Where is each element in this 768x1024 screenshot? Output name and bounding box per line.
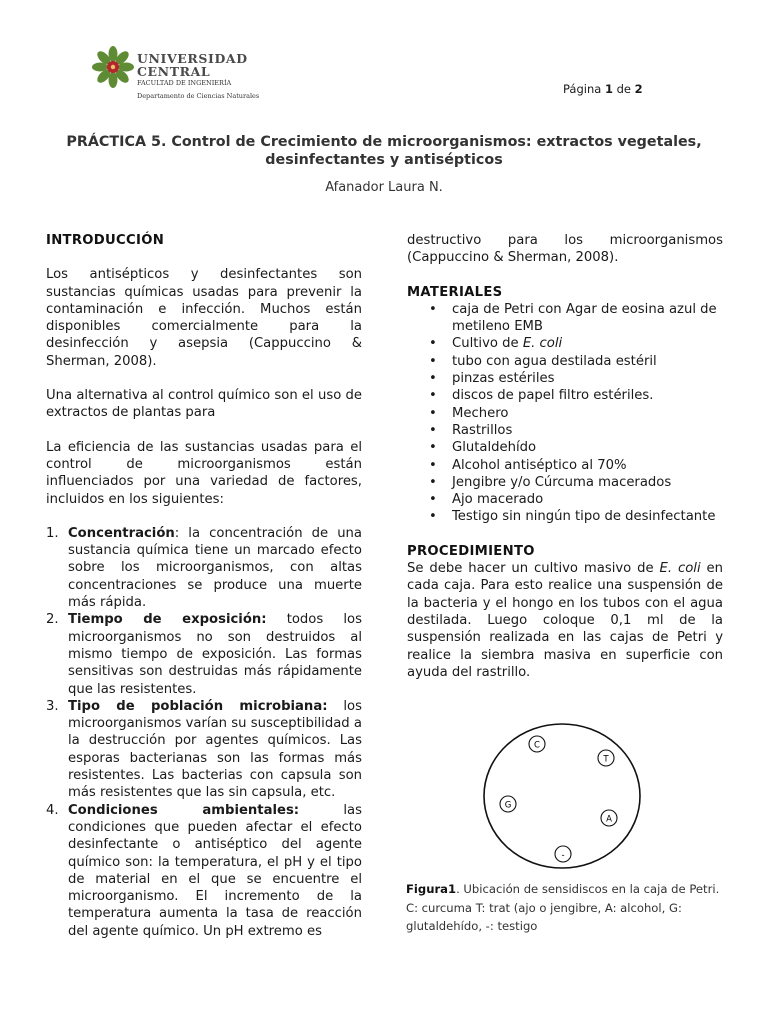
svg-text:-: - (561, 850, 565, 861)
logo-department: Departamento de Ciencias Naturales (137, 92, 260, 100)
flower-emblem-icon (92, 46, 134, 88)
caption-label: Figura1 (406, 882, 457, 896)
procedure-text (407, 560, 723, 681)
list-number: 1. (46, 525, 59, 541)
intro-paragraph-2: Una alternativa al control químico son el uso de extractos de plantas para (46, 388, 362, 421)
factor-text: : la concentración de una sustancia química tiene un marcado efecto sobre los microorganismos, con altas concentraciones se produce una muerte más rápida. (68, 525, 362, 611)
materials-heading: MATERIALES (407, 284, 503, 300)
factor-text: los microorganismos varían su susceptibilidad a la destrucción por agentes químicos. Las esporas bacterianas son las formas más resistentes. Las bacterias con capsula son más resistentes que las sin capsula, etc. (68, 698, 362, 801)
list-number: 3. (46, 698, 59, 714)
svg-text:C: C (534, 740, 540, 751)
factor-text: las condiciones que pueden afectar el efecto desinfectante o antiséptico del agente químico son: la temperatura, el pH y el tipo de material en el que se encuentre el microorganismo. El incremento de la temperatura aumenta la tasa de reacción del agente químico. Un pH extremo es (68, 802, 363, 939)
list-item (407, 335, 723, 352)
list-number: 4. (46, 802, 59, 818)
intro-paragraph-1: Los antisépticos y desinfectantes son sustancias químicas usadas para prevenir la contaminación e infección. Muchos están disponibles comercialmente para la desinfección y asepsia (Cappuccino & Sherman, 2008). (46, 267, 362, 369)
right-column (407, 232, 723, 681)
petri-dish-figure (482, 723, 646, 871)
factor-label: Condiciones ambientales: (68, 802, 300, 818)
list-item: • Jengibre y/o Cúrcuma macerados (407, 474, 723, 491)
svg-text:A: A (606, 814, 612, 825)
logo-faculty: FACULTAD DE INGENIERÍA (137, 79, 232, 87)
svg-text:G: G (504, 800, 512, 811)
page-total: 2 (634, 82, 643, 96)
page-mid: de (612, 82, 635, 96)
logo-university-name-2: CENTRAL (137, 64, 211, 79)
materials-list (407, 301, 723, 526)
material-species: E. coli (522, 336, 563, 352)
list-item (46, 611, 362, 697)
list-item: • Glutaldehído (407, 439, 723, 456)
disc-testigo (555, 846, 571, 862)
factors-list (46, 525, 362, 940)
list-item (46, 802, 362, 940)
factor-label: Tiempo de exposición: (68, 612, 267, 628)
left-column (46, 232, 362, 940)
factor-label: Tipo de población microbiana: (68, 698, 328, 714)
list-item (46, 525, 362, 611)
author: Afanador Laura N. (325, 180, 443, 195)
list-item: • pinzas estériles (407, 370, 723, 387)
procedure-heading: PROCEDIMIENTO (407, 543, 535, 559)
list-item: • Ajo macerado (407, 491, 723, 508)
logo-university-name: UNIVERSIDAD (137, 51, 248, 66)
intro-heading: INTRODUCCIÓN (46, 233, 165, 248)
page-current: 1 (604, 82, 613, 96)
intro-paragraph-3: La eficiencia de las sustancias usadas para el control de microorganismos están influenciados por una variedad de factores, incluidos en los siguientes: (46, 439, 362, 507)
disc-c (529, 736, 545, 752)
list-item: • Mechero (407, 405, 723, 422)
procedure-species: E. coli (659, 561, 701, 577)
material-text: Cultivo de (452, 336, 523, 352)
list-item: • Testigo sin ningún tipo de desinfectante (407, 508, 723, 525)
list-item (46, 698, 362, 802)
disc-t (598, 750, 614, 766)
factor-label: Concentración (68, 525, 175, 541)
svg-text:T: T (603, 754, 609, 765)
page-number (563, 82, 643, 96)
list-item: • caja de Petri con Agar de eosina azul de metileno EMB (407, 301, 723, 336)
figure-caption (406, 880, 724, 936)
disc-a (601, 810, 617, 826)
procedure-text-b: en cada caja. Para esto realice una suspensión de la bacteria y el hongo en los tubos con el agua destilada. Luego coloque 0,1 ml de la suspensión realizada en las cajas de Petri y realice la siembra masiva en superficie con ayuda del rastrillo. (407, 561, 723, 680)
list-item: • tubo con agua destilada estéril (407, 353, 723, 370)
page-prefix: Página (563, 82, 605, 96)
list-item: • Rastrillos (407, 422, 723, 439)
page-title: PRÁCTICA 5. Control de Crecimiento de microorganismos: extractos vegetales, desinfectantes y antisépticos (66, 134, 702, 168)
list-number: 2. (46, 612, 59, 628)
list-item: • Alcohol antiséptico al 70% (407, 457, 723, 474)
university-logo (92, 44, 267, 104)
factor-text: todos los microorganismos no son destruidos al mismo tiempo de exposición. Las formas sensitivas son destruidas más rápidamente que las resistentes. (68, 612, 362, 697)
list-item: • discos de papel filtro estériles. (407, 387, 723, 404)
intro-continuation: destructivo para los microorganismos (Cappuccino & Sherman, 2008). (407, 233, 723, 266)
procedure-text-a: Se debe hacer un cultivo masivo de (407, 561, 660, 577)
disc-g (500, 796, 516, 812)
caption-text: . Ubicación de sensidiscos en la caja de Petri. C: curcuma T: trat (ajo o jengibre, A: alcohol, G: glutaldehído, -: testigo (406, 882, 720, 933)
